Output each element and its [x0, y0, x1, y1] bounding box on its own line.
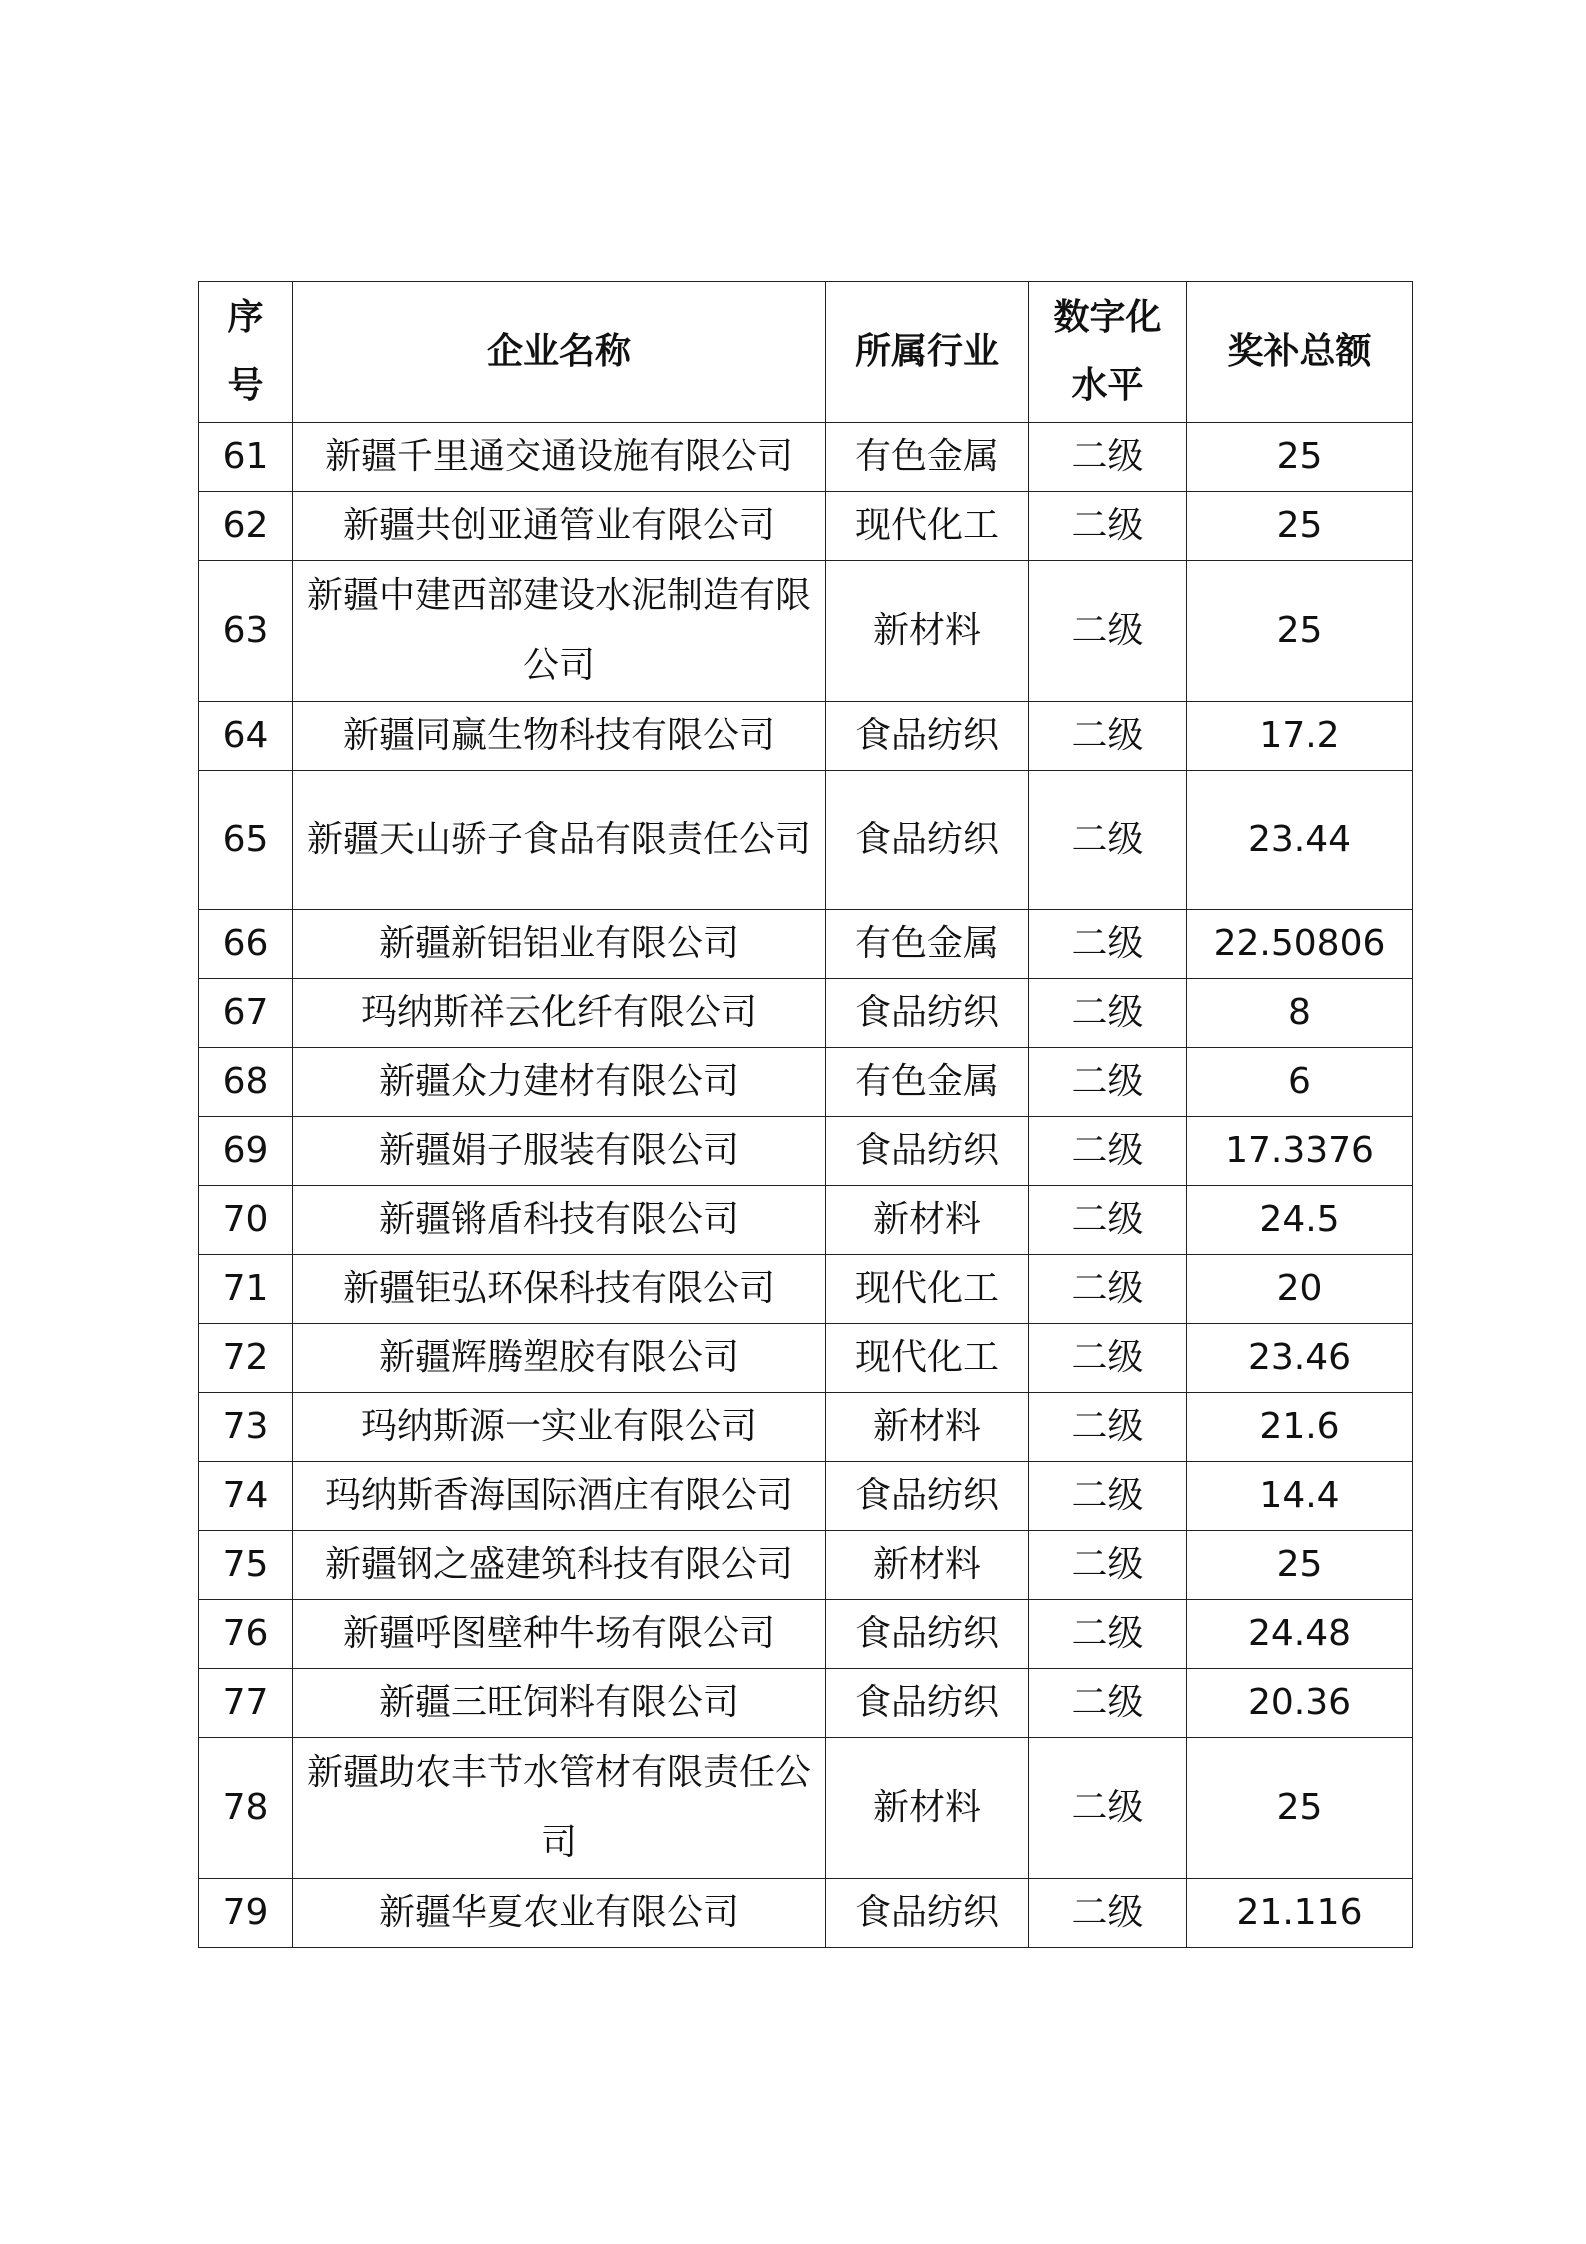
table-row	[199, 1462, 1413, 1531]
cell-digital-level: 二级	[1029, 492, 1187, 561]
cell-no: 72	[199, 1324, 293, 1393]
table-row	[199, 1600, 1413, 1669]
table-row	[199, 561, 1413, 702]
table-row	[199, 910, 1413, 979]
header-industry: 所属行业	[826, 282, 1029, 423]
cell-company-name: 新疆辉腾塑胶有限公司	[293, 1324, 826, 1393]
cell-digital-level: 二级	[1029, 979, 1187, 1048]
cell-company-name: 新疆同赢生物科技有限公司	[293, 702, 826, 771]
table-row	[199, 1879, 1413, 1948]
cell-industry: 新材料	[826, 1738, 1029, 1879]
cell-digital-level: 二级	[1029, 1531, 1187, 1600]
cell-industry: 新材料	[826, 1393, 1029, 1462]
cell-company-name: 新疆呼图壁种牛场有限公司	[293, 1600, 826, 1669]
cell-company-name: 新疆锵盾科技有限公司	[293, 1186, 826, 1255]
cell-no: 73	[199, 1393, 293, 1462]
cell-no: 68	[199, 1048, 293, 1117]
cell-digital-level: 二级	[1029, 1600, 1187, 1669]
cell-industry: 食品纺织	[826, 979, 1029, 1048]
cell-digital-level: 二级	[1029, 1669, 1187, 1738]
cell-industry: 新材料	[826, 1531, 1029, 1600]
cell-digital-level: 二级	[1029, 423, 1187, 492]
header-no: 序号	[199, 282, 293, 423]
table-row	[199, 1117, 1413, 1186]
cell-subsidy-amount: 8	[1187, 979, 1413, 1048]
cell-subsidy-amount: 22.50806	[1187, 910, 1413, 979]
cell-company-name: 新疆众力建材有限公司	[293, 1048, 826, 1117]
cell-no: 66	[199, 910, 293, 979]
cell-subsidy-amount: 24.48	[1187, 1600, 1413, 1669]
cell-industry: 现代化工	[826, 492, 1029, 561]
table-row	[199, 1048, 1413, 1117]
table-row	[199, 1255, 1413, 1324]
table-row	[199, 979, 1413, 1048]
cell-industry: 现代化工	[826, 1324, 1029, 1393]
cell-no: 70	[199, 1186, 293, 1255]
table-row	[199, 492, 1413, 561]
cell-subsidy-amount: 23.46	[1187, 1324, 1413, 1393]
cell-subsidy-amount: 24.5	[1187, 1186, 1413, 1255]
cell-industry: 食品纺织	[826, 1879, 1029, 1948]
cell-subsidy-amount: 21.6	[1187, 1393, 1413, 1462]
cell-no: 71	[199, 1255, 293, 1324]
cell-digital-level: 二级	[1029, 1738, 1187, 1879]
cell-digital-level: 二级	[1029, 1048, 1187, 1117]
cell-subsidy-amount: 23.44	[1187, 771, 1413, 910]
cell-company-name: 新疆钜弘环保科技有限公司	[293, 1255, 826, 1324]
cell-subsidy-amount: 25	[1187, 492, 1413, 561]
cell-industry: 有色金属	[826, 910, 1029, 979]
cell-subsidy-amount: 20	[1187, 1255, 1413, 1324]
cell-company-name: 新疆助农丰节水管材有限责任公司	[293, 1738, 826, 1879]
cell-company-name: 新疆三旺饲料有限公司	[293, 1669, 826, 1738]
cell-digital-level: 二级	[1029, 1186, 1187, 1255]
cell-company-name: 新疆天山骄子食品有限责任公司	[293, 771, 826, 910]
cell-digital-level: 二级	[1029, 702, 1187, 771]
cell-subsidy-amount: 20.36	[1187, 1669, 1413, 1738]
cell-no: 79	[199, 1879, 293, 1948]
header-name: 企业名称	[293, 282, 826, 423]
cell-industry: 有色金属	[826, 423, 1029, 492]
cell-industry: 新材料	[826, 1186, 1029, 1255]
table-body	[199, 423, 1413, 1948]
cell-industry: 新材料	[826, 561, 1029, 702]
cell-no: 62	[199, 492, 293, 561]
cell-digital-level: 二级	[1029, 910, 1187, 979]
cell-company-name: 玛纳斯源一实业有限公司	[293, 1393, 826, 1462]
header-amount: 奖补总额	[1187, 282, 1413, 423]
cell-subsidy-amount: 25	[1187, 1738, 1413, 1879]
cell-industry: 现代化工	[826, 1255, 1029, 1324]
table-header	[199, 282, 1413, 423]
header-level: 数字化水平	[1029, 282, 1187, 423]
cell-no: 74	[199, 1462, 293, 1531]
table-row	[199, 1393, 1413, 1462]
cell-industry: 食品纺织	[826, 1117, 1029, 1186]
table-row	[199, 1531, 1413, 1600]
cell-industry: 食品纺织	[826, 1600, 1029, 1669]
cell-industry: 食品纺织	[826, 1462, 1029, 1531]
cell-industry: 食品纺织	[826, 1669, 1029, 1738]
cell-digital-level: 二级	[1029, 1879, 1187, 1948]
cell-no: 75	[199, 1531, 293, 1600]
cell-digital-level: 二级	[1029, 771, 1187, 910]
cell-no: 78	[199, 1738, 293, 1879]
cell-digital-level: 二级	[1029, 1393, 1187, 1462]
cell-subsidy-amount: 25	[1187, 561, 1413, 702]
cell-digital-level: 二级	[1029, 1324, 1187, 1393]
cell-company-name: 新疆钢之盛建筑科技有限公司	[293, 1531, 826, 1600]
cell-no: 61	[199, 423, 293, 492]
cell-company-name: 玛纳斯祥云化纤有限公司	[293, 979, 826, 1048]
cell-subsidy-amount: 25	[1187, 1531, 1413, 1600]
table-row	[199, 771, 1413, 910]
cell-company-name: 新疆华夏农业有限公司	[293, 1879, 826, 1948]
cell-industry: 食品纺织	[826, 771, 1029, 910]
cell-subsidy-amount: 14.4	[1187, 1462, 1413, 1531]
cell-no: 69	[199, 1117, 293, 1186]
cell-company-name: 新疆共创亚通管业有限公司	[293, 492, 826, 561]
cell-subsidy-amount: 17.3376	[1187, 1117, 1413, 1186]
subsidy-table	[198, 281, 1413, 1948]
cell-no: 63	[199, 561, 293, 702]
cell-industry: 食品纺织	[826, 702, 1029, 771]
cell-subsidy-amount: 21.116	[1187, 1879, 1413, 1948]
cell-company-name: 新疆千里通交通设施有限公司	[293, 423, 826, 492]
table-row	[199, 702, 1413, 771]
cell-company-name: 新疆新铝铝业有限公司	[293, 910, 826, 979]
header-row	[199, 282, 1413, 423]
cell-no: 67	[199, 979, 293, 1048]
cell-subsidy-amount: 17.2	[1187, 702, 1413, 771]
cell-digital-level: 二级	[1029, 1117, 1187, 1186]
cell-digital-level: 二级	[1029, 1462, 1187, 1531]
table-row	[199, 1738, 1413, 1879]
cell-no: 65	[199, 771, 293, 910]
cell-no: 76	[199, 1600, 293, 1669]
table-row	[199, 1324, 1413, 1393]
table-row	[199, 423, 1413, 492]
cell-company-name: 新疆中建西部建设水泥制造有限公司	[293, 561, 826, 702]
cell-subsidy-amount: 25	[1187, 423, 1413, 492]
cell-no: 64	[199, 702, 293, 771]
cell-company-name: 新疆娟子服装有限公司	[293, 1117, 826, 1186]
table-row	[199, 1669, 1413, 1738]
cell-digital-level: 二级	[1029, 561, 1187, 702]
cell-industry: 有色金属	[826, 1048, 1029, 1117]
cell-digital-level: 二级	[1029, 1255, 1187, 1324]
cell-company-name: 玛纳斯香海国际酒庄有限公司	[293, 1462, 826, 1531]
cell-subsidy-amount: 6	[1187, 1048, 1413, 1117]
cell-no: 77	[199, 1669, 293, 1738]
table-row	[199, 1186, 1413, 1255]
